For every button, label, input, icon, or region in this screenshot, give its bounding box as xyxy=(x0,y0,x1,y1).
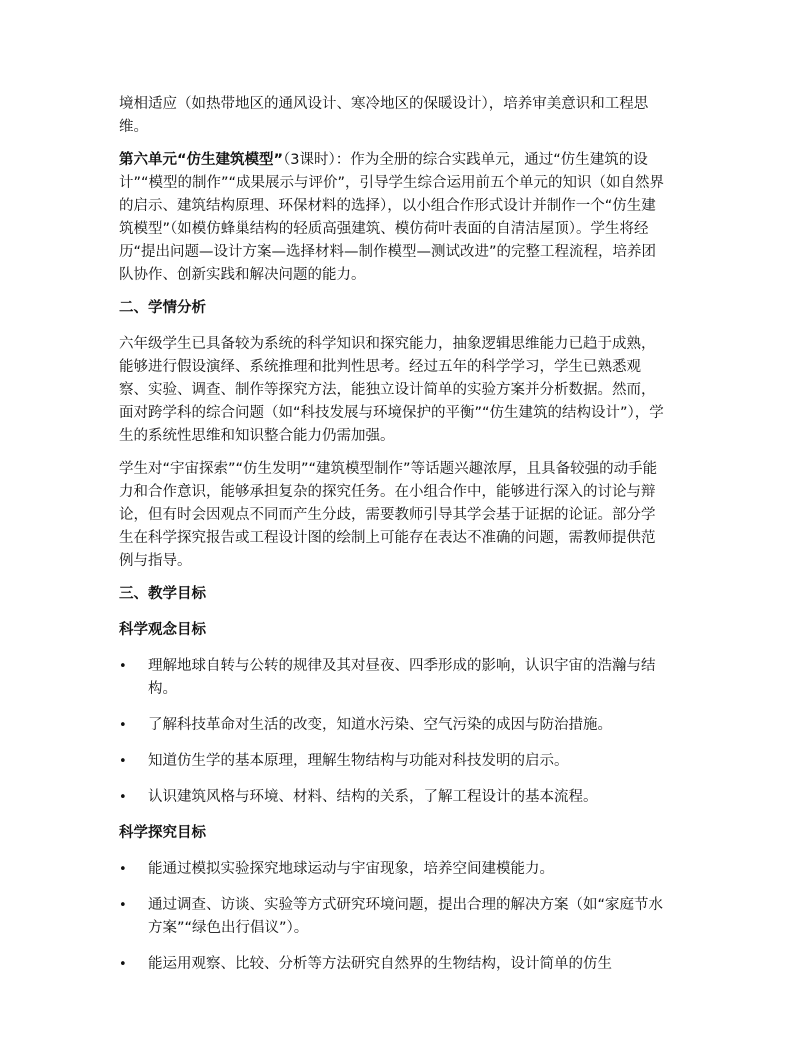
intro-paragraph: 境相适应（如热带地区的通风设计、寒冷地区的保暖设计），培养审美意识和工程思维。 xyxy=(119,96,649,135)
unit6-title: 第六单元“仿生建筑模型” xyxy=(119,152,284,168)
list-item-text: 通过调查、访谈、实验等方式研究环境问题，提出合理的解决方案（如“家庭节水方案”“绿色出行倡议”）。 xyxy=(148,897,664,936)
list-item xyxy=(119,953,667,976)
inquiry-goals-title: 科学探究目标 xyxy=(119,825,206,841)
section3-heading: 三、教学目标 xyxy=(119,586,206,602)
bullet-icon: • xyxy=(119,718,127,733)
bullet-icon: • xyxy=(119,957,127,972)
list-item xyxy=(119,655,667,701)
section2-heading: 二、学情分析 xyxy=(119,300,206,316)
bullet-icon: • xyxy=(119,754,127,769)
inquiry-goals-list xyxy=(119,858,667,976)
bullet-icon: • xyxy=(119,862,127,877)
bullet-icon: • xyxy=(119,790,127,805)
list-item xyxy=(119,750,667,773)
list-item xyxy=(119,894,667,940)
list-item-text: 理解地球自转与公转的规律及其对昼夜、四季形成的影响，认识宇宙的浩瀚与结构。 xyxy=(148,658,656,697)
list-item-text: 认识建筑风格与环境、材料、结构的关系，了解工程设计的基本流程。 xyxy=(148,789,598,805)
document-body xyxy=(119,93,667,989)
unit6-body: （3课时）：作为全册的综合实践单元，通过“仿生建筑的设计”“模型的制作”“成果展示与评价”，引导学生综合运用前五个单元的知识（如自然界的启示、建筑结构原理、环保材料的选择），以小组合作形式设计并制作一个“仿生建筑模型”（如模仿蜂巢结构的轻质高强建筑、模仿荷叶表面的自清洁屋顶）。学生将经历“提出问题—设计方案—选择材料—制作模型—测试改进”的完整工程流程，培养团队协作、创新实践和解决问题的能力。 xyxy=(119,152,665,283)
list-item xyxy=(119,858,667,881)
concept-goals-list xyxy=(119,655,667,809)
list-item xyxy=(119,714,667,737)
list-item-text: 知道仿生学的基本原理，理解生物结构与功能对科技发明的启示。 xyxy=(148,753,569,769)
bullet-icon: • xyxy=(119,898,127,913)
list-item xyxy=(119,786,667,809)
student-analysis-paragraph-2: 学生对“宇宙探索”“仿生发明”“建筑模型制作”等话题兴趣浓厚，且具备较强的动手能力和合作意识，能够承担复杂的探究任务。在小组合作中，能够进行深入的讨论与辩论，但有时会因观点不同而产生分歧，需要教师引导其学会基于证据的论证。部分学生在科学探究报告或工程设计图的绘制上可能存在表达不准确的问题，需教师提供范例与指导。 xyxy=(119,461,658,569)
list-item-text: 了解科技革命对生活的改变，知道水污染、空气污染的成因与防治措施。 xyxy=(148,717,612,733)
list-item-text: 能运用观察、比较、分析等方法研究自然界的生物结构，设计简单的仿生 xyxy=(148,956,612,972)
concept-goals-title: 科学观念目标 xyxy=(119,622,206,638)
unit6-paragraph xyxy=(119,149,667,287)
bullet-icon: • xyxy=(119,659,127,674)
student-analysis-paragraph-1: 六年级学生已具备较为系统的科学知识和探究能力，抽象逻辑思维能力已趋于成熟，能够进行假设演绎、系统推理和批判性思考。经过五年的科学学习，学生已熟悉观察、实验、调查、制作等探究方法，能独立设计简单的实验方案并分析数据。然而，面对跨学科的综合问题（如“科技发展与环境保护的平衡”“仿生建筑的结构设计”），学生的系统性思维和知识整合能力仍需加强。 xyxy=(119,336,664,444)
list-item-text: 能通过模拟实验探究地球运动与宇宙现象，培养空间建模能力。 xyxy=(148,861,554,877)
